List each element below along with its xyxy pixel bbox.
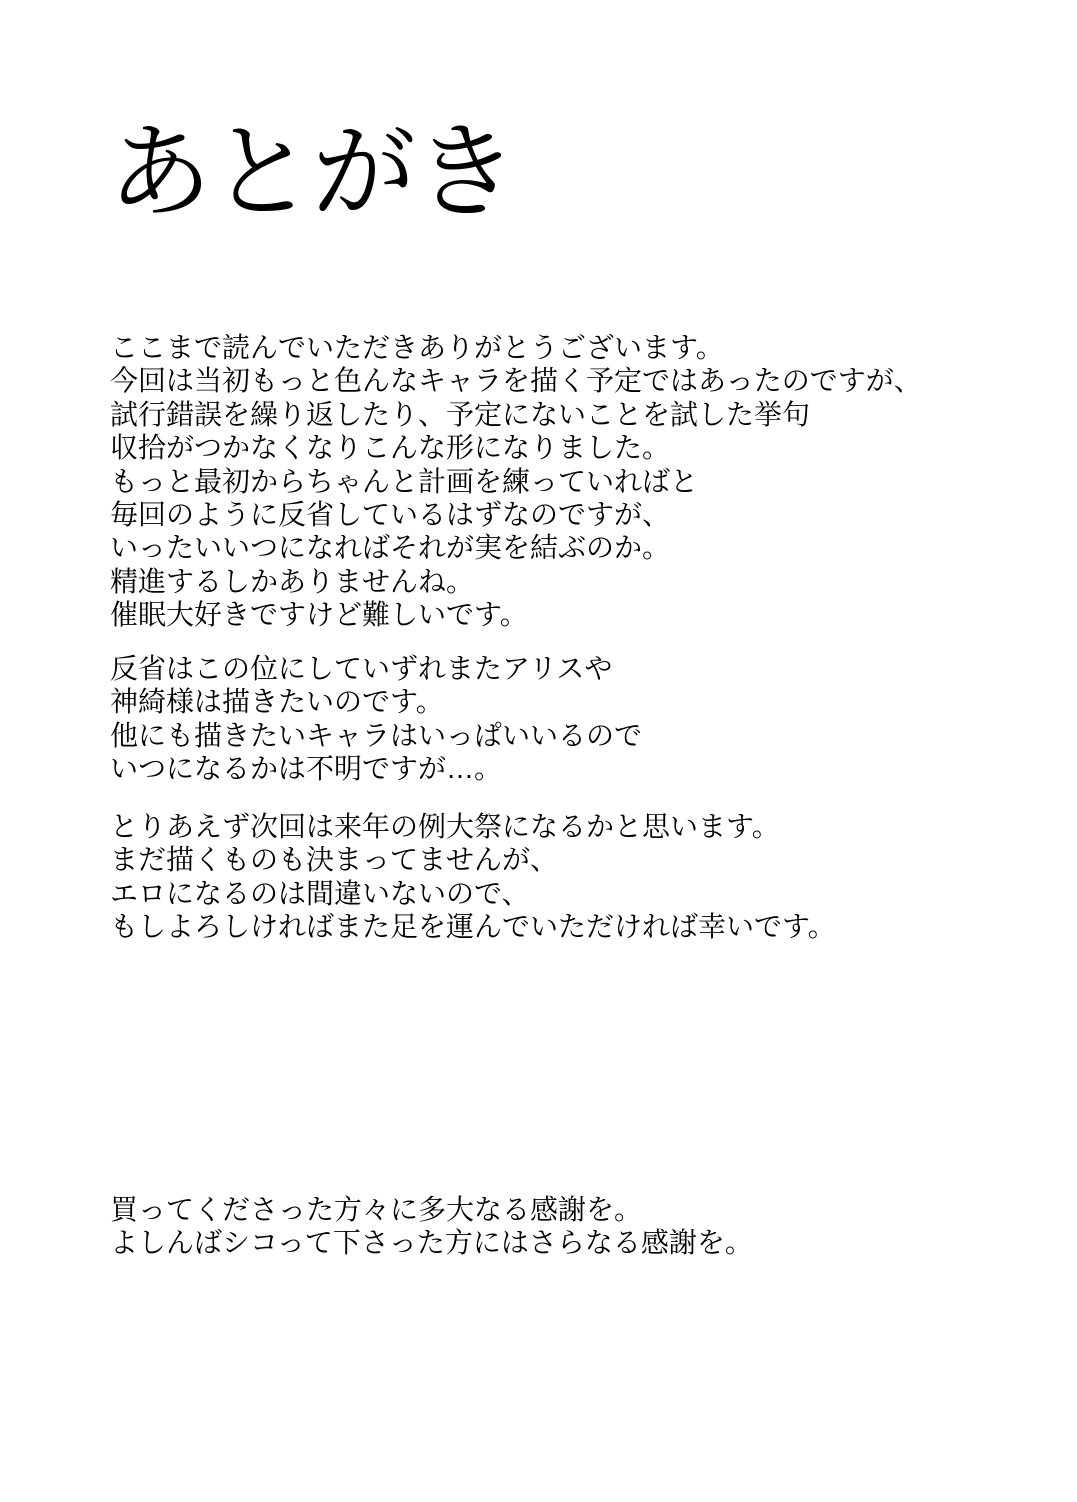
text-line: ここまで読んでいただきありがとうございます。 bbox=[110, 332, 724, 363]
text-line: 催眠大好きですけど難しいです。 bbox=[110, 599, 528, 631]
text-line: 反省はこの位にしていずれまたアリスや bbox=[110, 653, 613, 684]
text-line: とりあえず次回は来年の例大祭になるかと思います。 bbox=[110, 811, 780, 842]
afterword-title: あとがき bbox=[108, 115, 517, 231]
text-line: いったいいつになればそれが実を結ぶのか。 bbox=[110, 532, 671, 564]
text-line: いつになるかは不明ですが…。 bbox=[110, 753, 503, 785]
text-line: 試行錯誤を繰り返したり、予定にないことを試した挙句 bbox=[110, 398, 811, 430]
afterword-paragraph-1 bbox=[110, 331, 922, 632]
text-line: まだ描くものも決まってませんが、 bbox=[110, 844, 559, 876]
text-line: 神綺様は描きたいのです。 bbox=[110, 686, 444, 718]
text-line: 毎回のように反省しているはずなのですが、 bbox=[110, 499, 671, 531]
text-line: もしよろしければまた足を運んでいただければ幸いです。 bbox=[110, 911, 836, 943]
text-line: もっと最初からちゃんと計画を練っていればと bbox=[110, 465, 699, 497]
afterword-paragraph-2 bbox=[110, 652, 642, 786]
afterword-paragraph-4 bbox=[110, 1193, 753, 1260]
text-line: 収拾がつかなくなりこんな形になりました。 bbox=[110, 432, 671, 464]
text-line: 今回は当初もっと色んなキャラを描く予定ではあったのですが、 bbox=[110, 365, 922, 397]
text-line: 精進するしかありませんね。 bbox=[110, 565, 475, 597]
text-line: よしんばシコって下さった方にはさらなる感謝を。 bbox=[110, 1227, 753, 1259]
text-line: 買ってくださった方々に多大なる感謝を。 bbox=[110, 1194, 643, 1225]
text-line: 他にも描きたいキャラはいっぱいいるので bbox=[110, 719, 643, 751]
afterword-paragraph-3 bbox=[110, 810, 836, 944]
text-line: エロになるのは間違いないので、 bbox=[110, 877, 530, 909]
